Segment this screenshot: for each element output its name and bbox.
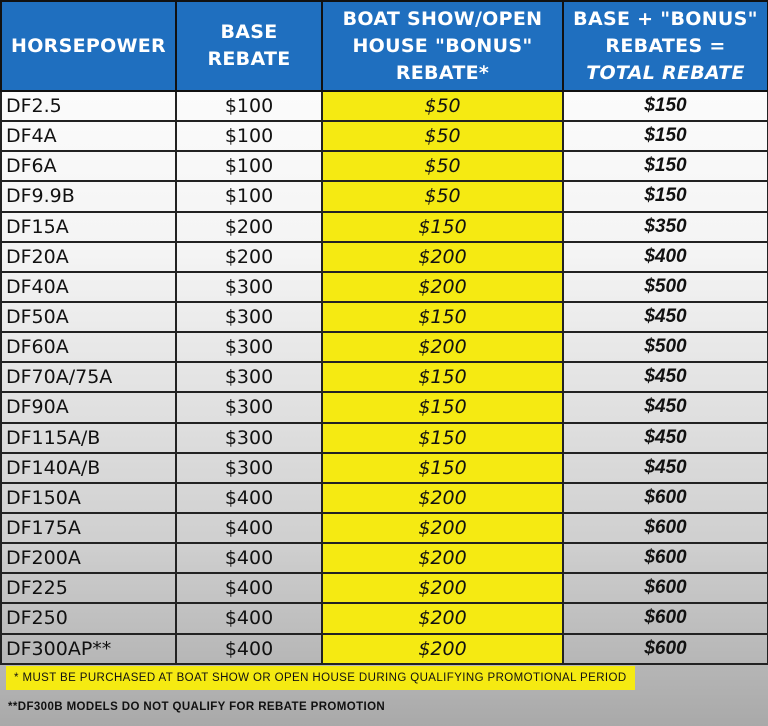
bonus-rebate-cell: $200 xyxy=(322,634,563,664)
horsepower-cell: DF90A xyxy=(1,392,176,422)
total-rebate-cell: $600 xyxy=(563,603,768,633)
total-rebate-cell: $600 xyxy=(563,483,768,513)
table-row xyxy=(1,573,768,603)
base-rebate-cell: $100 xyxy=(176,91,322,121)
base-rebate-cell: $400 xyxy=(176,573,322,603)
table-body xyxy=(1,91,768,664)
table-row xyxy=(1,362,768,392)
table-header xyxy=(1,1,768,91)
total-rebate-cell: $500 xyxy=(563,272,768,302)
table-row xyxy=(1,453,768,483)
horsepower-cell: DF20A xyxy=(1,242,176,272)
header-total-rebate xyxy=(563,1,768,91)
base-rebate-cell: $300 xyxy=(176,423,322,453)
base-rebate-cell: $400 xyxy=(176,483,322,513)
base-rebate-cell: $100 xyxy=(176,121,322,151)
bonus-rebate-cell: $200 xyxy=(322,543,563,573)
header-total-line3: TOTAL REBATE xyxy=(586,61,745,84)
table-row xyxy=(1,332,768,362)
table-row xyxy=(1,423,768,453)
table-row xyxy=(1,483,768,513)
bonus-rebate-cell: $50 xyxy=(322,121,563,151)
horsepower-cell: DF115A/B xyxy=(1,423,176,453)
horsepower-cell: DF9.9B xyxy=(1,181,176,211)
total-rebate-cell: $150 xyxy=(563,151,768,181)
bonus-rebate-cell: $150 xyxy=(322,302,563,332)
base-rebate-cell: $100 xyxy=(176,151,322,181)
table-row xyxy=(1,513,768,543)
header-row xyxy=(1,1,768,91)
header-bonus-line3: REBATE* xyxy=(395,61,490,84)
bonus-rebate-cell: $200 xyxy=(322,242,563,272)
base-rebate-cell: $300 xyxy=(176,272,322,302)
total-rebate-cell: $500 xyxy=(563,332,768,362)
header-bonus-rebate xyxy=(322,1,563,91)
header-bonus-line1: BOAT SHOW/OPEN xyxy=(342,7,543,30)
exclusion-footnote: **DF300B MODELS DO NOT QUALIFY FOR REBATE PROMOTION xyxy=(8,701,386,713)
total-rebate-cell: $600 xyxy=(563,634,768,664)
table-row xyxy=(1,151,768,181)
base-rebate-cell: $400 xyxy=(176,543,322,573)
base-rebate-cell: $400 xyxy=(176,603,322,633)
base-rebate-cell: $300 xyxy=(176,362,322,392)
bonus-rebate-cell: $50 xyxy=(322,91,563,121)
header-total-line1: BASE + "BONUS" xyxy=(573,7,758,30)
total-rebate-cell: $450 xyxy=(563,423,768,453)
horsepower-cell: DF4A xyxy=(1,121,176,151)
base-rebate-cell: $300 xyxy=(176,453,322,483)
total-rebate-cell: $150 xyxy=(563,91,768,121)
horsepower-cell: DF2.5 xyxy=(1,91,176,121)
total-rebate-cell: $450 xyxy=(563,362,768,392)
table-row xyxy=(1,634,768,664)
horsepower-cell: DF40A xyxy=(1,272,176,302)
header-base-rebate xyxy=(176,1,322,91)
horsepower-cell: DF200A xyxy=(1,543,176,573)
total-rebate-cell: $450 xyxy=(563,302,768,332)
base-rebate-cell: $300 xyxy=(176,302,322,332)
base-rebate-cell: $300 xyxy=(176,392,322,422)
purchase-footnote: * MUST BE PURCHASED AT BOAT SHOW OR OPEN HOUSE DURING QUALIFYING PROMOTIONAL PERIOD xyxy=(6,666,635,690)
header-total-line2: REBATES = xyxy=(605,34,726,57)
base-rebate-cell: $200 xyxy=(176,212,322,242)
table-row xyxy=(1,181,768,211)
base-rebate-cell: $200 xyxy=(176,242,322,272)
total-rebate-cell: $400 xyxy=(563,242,768,272)
bonus-rebate-cell: $200 xyxy=(322,573,563,603)
bonus-rebate-cell: $150 xyxy=(322,392,563,422)
bonus-rebate-cell: $150 xyxy=(322,362,563,392)
table-row xyxy=(1,212,768,242)
horsepower-cell: DF300AP** xyxy=(1,634,176,664)
bonus-rebate-cell: $150 xyxy=(322,212,563,242)
total-rebate-cell: $600 xyxy=(563,543,768,573)
table-row xyxy=(1,272,768,302)
horsepower-cell: DF15A xyxy=(1,212,176,242)
horsepower-cell: DF225 xyxy=(1,573,176,603)
total-rebate-cell: $150 xyxy=(563,181,768,211)
bonus-rebate-cell: $200 xyxy=(322,603,563,633)
total-rebate-cell: $350 xyxy=(563,212,768,242)
table-row xyxy=(1,543,768,573)
bonus-rebate-cell: $200 xyxy=(322,513,563,543)
horsepower-cell: DF60A xyxy=(1,332,176,362)
horsepower-cell: DF150A xyxy=(1,483,176,513)
horsepower-cell: DF6A xyxy=(1,151,176,181)
total-rebate-cell: $600 xyxy=(563,573,768,603)
total-rebate-cell: $450 xyxy=(563,453,768,483)
horsepower-cell: DF50A xyxy=(1,302,176,332)
bonus-rebate-cell: $200 xyxy=(322,272,563,302)
base-rebate-cell: $400 xyxy=(176,513,322,543)
base-rebate-cell: $300 xyxy=(176,332,322,362)
table-row xyxy=(1,603,768,633)
header-bonus-line2: HOUSE "BONUS" xyxy=(352,34,533,57)
bonus-rebate-cell: $200 xyxy=(322,332,563,362)
total-rebate-cell: $600 xyxy=(563,513,768,543)
base-rebate-cell: $100 xyxy=(176,181,322,211)
table-row xyxy=(1,91,768,121)
horsepower-cell: DF140A/B xyxy=(1,453,176,483)
table-row xyxy=(1,242,768,272)
header-horsepower xyxy=(1,1,176,91)
table-row xyxy=(1,302,768,332)
bonus-rebate-cell: $150 xyxy=(322,453,563,483)
table-row xyxy=(1,392,768,422)
bonus-rebate-cell: $50 xyxy=(322,151,563,181)
base-rebate-cell: $400 xyxy=(176,634,322,664)
total-rebate-cell: $450 xyxy=(563,392,768,422)
header-horsepower-label: HORSEPOWER xyxy=(11,34,166,57)
horsepower-cell: DF175A xyxy=(1,513,176,543)
horsepower-cell: DF250 xyxy=(1,603,176,633)
bonus-rebate-cell: $50 xyxy=(322,181,563,211)
header-base-rebate-label: BASE REBATE xyxy=(207,21,291,70)
bonus-rebate-cell: $150 xyxy=(322,423,563,453)
horsepower-cell: DF70A/75A xyxy=(1,362,176,392)
table-row xyxy=(1,121,768,151)
bonus-rebate-cell: $200 xyxy=(322,483,563,513)
total-rebate-cell: $150 xyxy=(563,121,768,151)
